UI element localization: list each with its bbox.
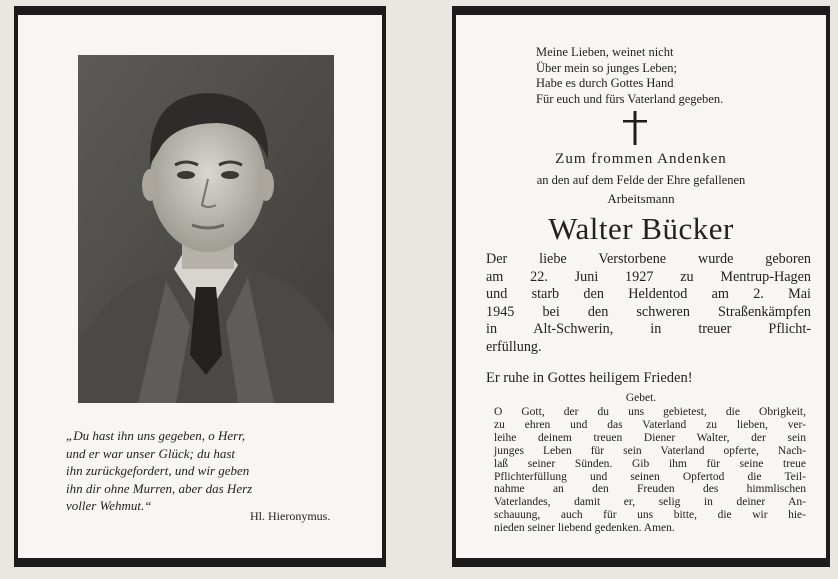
left-memorial-card bbox=[14, 6, 386, 567]
quote-line: ihn dir ohne Murren, aber das Herz bbox=[66, 480, 253, 496]
bio-line: Der liebe Verstorbene wurde geboren bbox=[486, 251, 811, 267]
quote bbox=[66, 427, 366, 515]
prayer-line: junges Leben für sein Vaterland opferte, Nach- bbox=[494, 444, 806, 457]
bio-line: erfüllung. bbox=[486, 338, 542, 355]
bio-line: am 22. Juni 1927 zu Mentrup-Hagen bbox=[486, 268, 811, 285]
poem-line: Über mein so junges Leben; bbox=[536, 60, 677, 75]
cross-icon bbox=[620, 111, 650, 145]
prayer-line: leihe deinem treuen Diener Walter, der sein bbox=[494, 431, 806, 444]
quote-line: und er war unser Glück; du hast bbox=[66, 445, 235, 461]
prayer-line: zu ehren und das Vaterland zu lieben, ver- bbox=[494, 418, 806, 431]
memorial-heading: Zum frommen Andenken bbox=[555, 151, 727, 167]
prayer-line: Pflichterfüllung und seinen Opfertod die Teil- bbox=[494, 470, 806, 483]
bio-line: und starb den Heldentod am 2. Mai bbox=[486, 286, 811, 303]
poem-line: Habe es durch Gottes Hand bbox=[536, 76, 674, 90]
portrait-image bbox=[78, 55, 334, 403]
memorial-subheading: an den auf dem Felde der Ehre gefallenen bbox=[536, 173, 746, 187]
right-memorial-card bbox=[452, 6, 830, 567]
quote-line: „Du hast ihn uns gegeben, o Herr, bbox=[66, 428, 246, 443]
prayer-line: O Gott, der du uns gebietest, die Obrigkeit, bbox=[494, 406, 806, 418]
quote-attribution: Hl. Hieronymus. bbox=[250, 509, 331, 523]
peace-line: Er ruhe in Gottes heiligem Frieden! bbox=[486, 370, 693, 386]
quote-line: ihn zurückgefordert, und wir geben bbox=[66, 463, 250, 478]
bio-line: 1945 bei den schweren Straßenkämpfen bbox=[486, 303, 811, 320]
occupation: Arbeitsmann bbox=[607, 191, 675, 206]
deceased-name: Walter Bücker bbox=[548, 211, 734, 246]
bio-line: in Alt-Schwerin, in treuer Pflicht- bbox=[486, 321, 811, 338]
portrait-photo bbox=[78, 55, 334, 403]
prayer-line: laß seiner Sünden. Gib ihm für seine treue bbox=[494, 457, 806, 470]
poem bbox=[536, 45, 723, 107]
biography bbox=[486, 251, 811, 357]
prayer-line: schauung, auch für uns bitte, die wir hie- bbox=[494, 509, 806, 522]
prayer bbox=[494, 406, 806, 535]
prayer-line: nahme an den Freuden des himmlischen bbox=[494, 483, 806, 496]
quote-line: voller Wehmut.“ bbox=[66, 498, 152, 513]
poem-line: Meine Lieben, weinet nicht bbox=[536, 45, 674, 59]
prayer-line: nieden seiner liebend gedenken. Amen. bbox=[494, 522, 675, 535]
prayer-line: Vaterlandes, damit er, selig in deiner An- bbox=[494, 496, 806, 509]
poem-line: Für euch und fürs Vaterland gegeben. bbox=[536, 91, 724, 106]
prayer-title: Gebet. bbox=[625, 392, 657, 404]
